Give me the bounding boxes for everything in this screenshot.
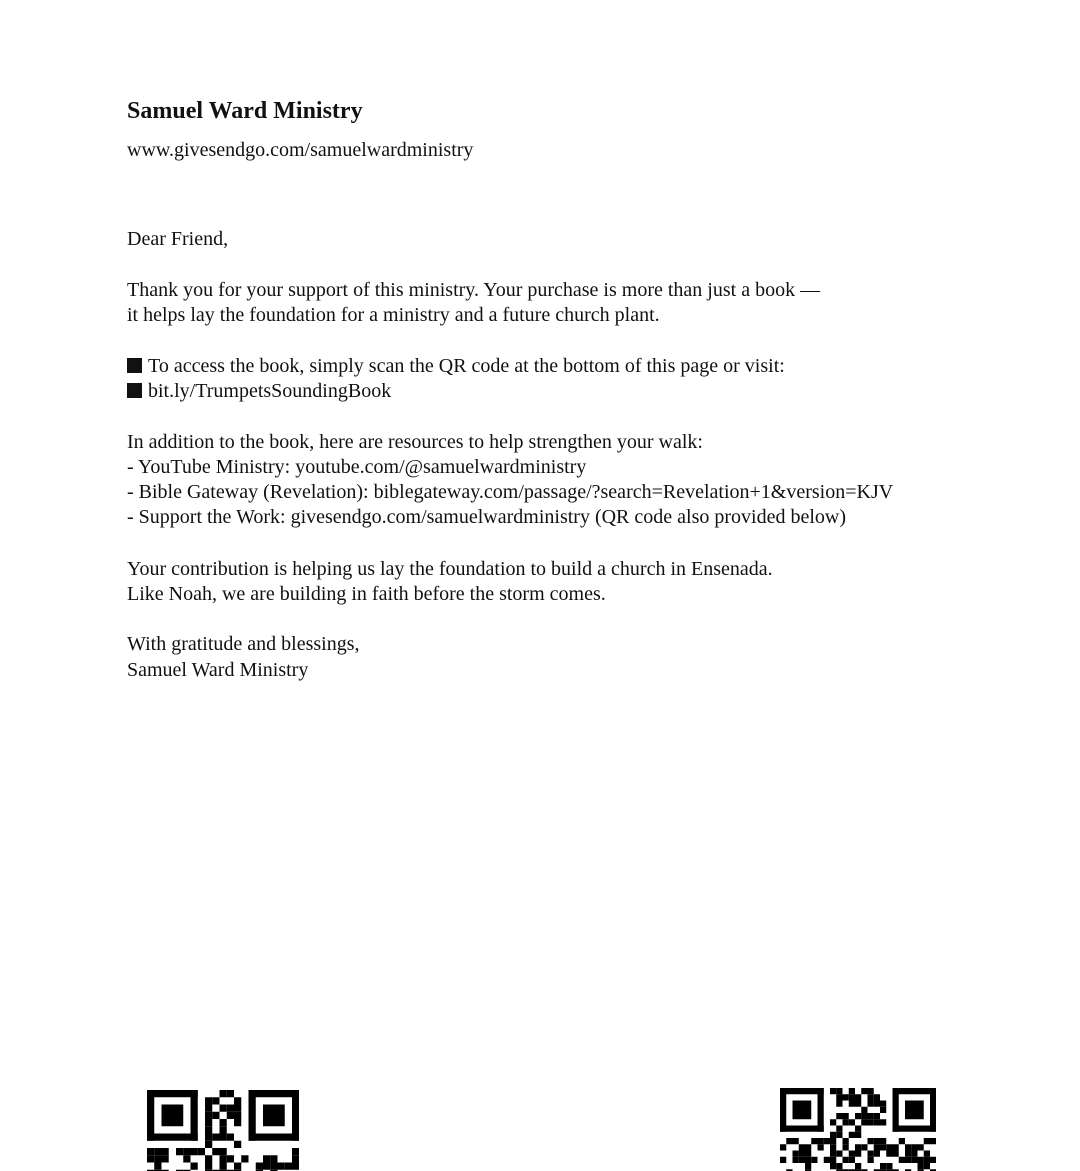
resource-bible-gateway[interactable]: - Bible Gateway (Revelation): biblegateway.com/passage/?search=Revelation+1&version=KJV [127,481,894,503]
thanks-line-2: it helps lay the foundation for a ministry and a future church plant. [127,304,660,326]
access-line-text: To access the book, simply scan the QR code at the bottom of this page or visit: [148,355,785,377]
ministry-url[interactable]: www.givesendgo.com/samuelwardministry [127,139,474,161]
access-instructions [127,354,785,379]
resource-support[interactable]: - Support the Work: givesendgo.com/samuelwardministry (QR code also provided below) [127,506,846,528]
thanks-line-1: Thank you for your support of this ministry. Your purchase is more than just a book — [127,279,821,301]
signature: Samuel Ward Ministry [127,659,309,681]
square-bullet-icon [127,358,142,373]
resources-intro: In addition to the book, here are resources to help strengthen your walk: [127,431,703,453]
ministry-title: Samuel Ward Ministry [127,98,363,124]
contribution-line-2: Like Noah, we are building in faith before the storm comes. [127,583,606,605]
support-qr-code-icon[interactable] [780,1088,936,1171]
square-bullet-icon [127,383,142,398]
book-qr-code-icon[interactable] [147,1090,299,1171]
book-link[interactable]: bit.ly/TrumpetsSoundingBook [148,380,392,402]
access-link-row [127,379,391,404]
closing-line: With gratitude and blessings, [127,633,360,655]
letter-greeting: Dear Friend, [127,228,229,250]
resource-youtube[interactable]: - YouTube Ministry: youtube.com/@samuelwardministry [127,456,587,478]
contribution-line-1: Your contribution is helping us lay the foundation to build a church in Ensenada. [127,558,773,580]
